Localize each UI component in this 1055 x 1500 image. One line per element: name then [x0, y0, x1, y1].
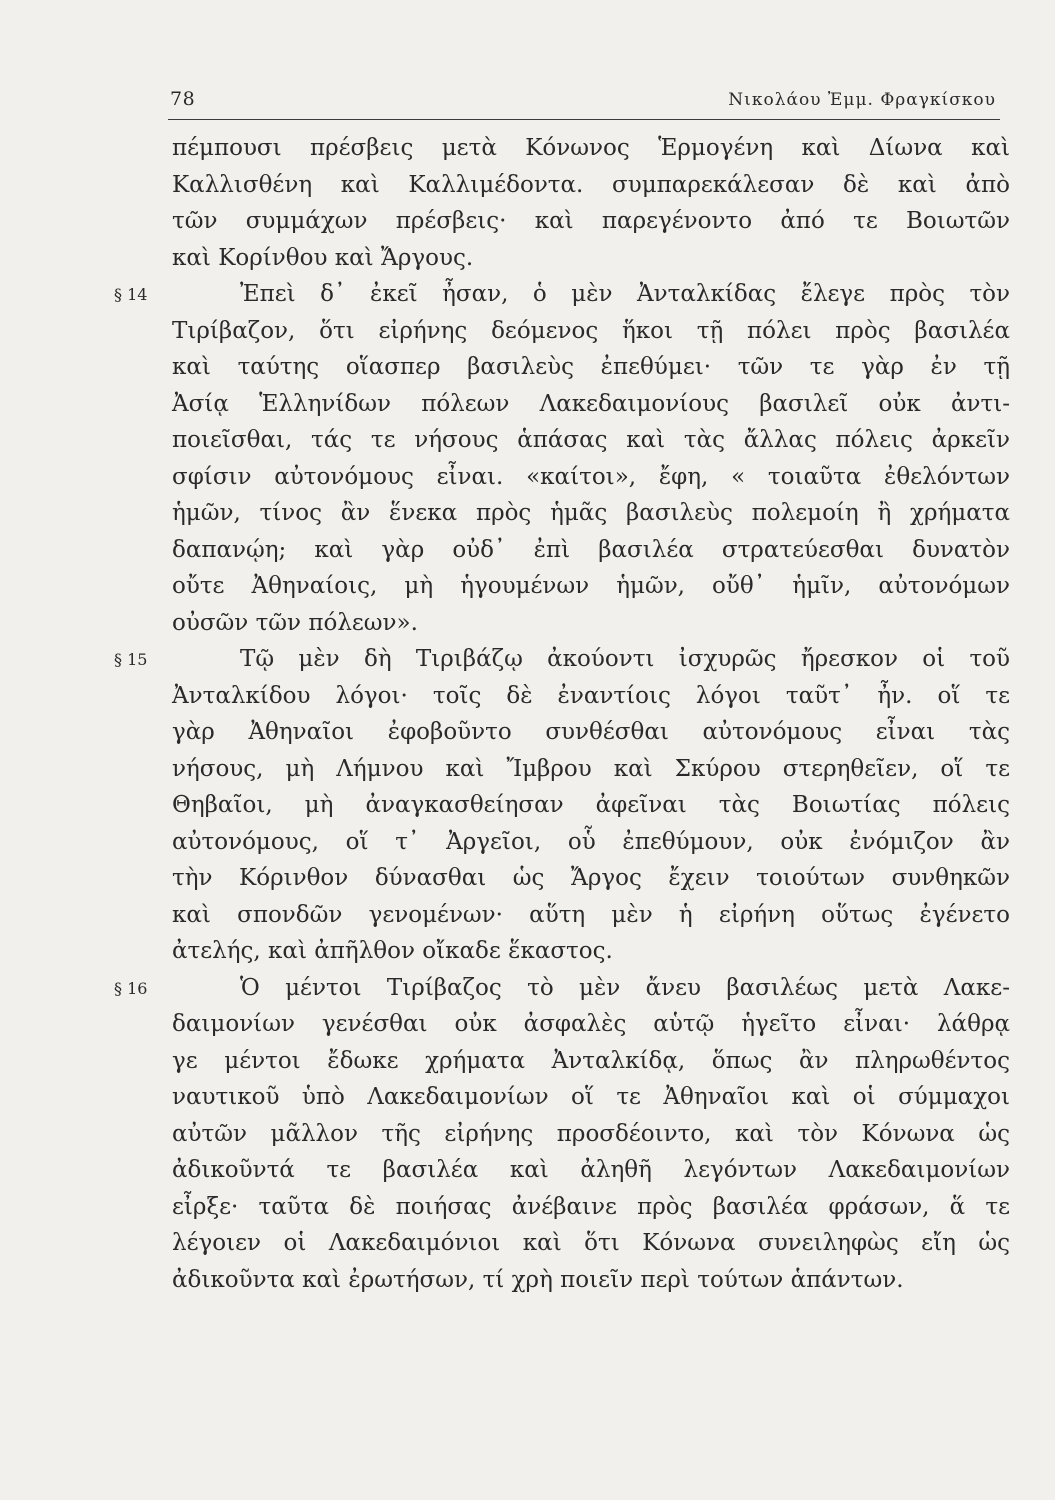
running-head: Νικολάου Ἐμμ. Φραγκίσκου	[728, 90, 996, 110]
text-line: δαιμονίων γενέσθαι οὐκ ἀσφαλὲς αὑτῷ ἡγεῖτο εἶναι· λάθρᾳ	[172, 1011, 1010, 1037]
text-line: λέγοιεν οἱ Λακεδαιμόνιοι καὶ ὅτι Κόνωνα συνειληφὼς εἴη ὡς	[172, 1230, 1010, 1256]
text-line: ἀδικοῦντά τε βασιλέα καὶ ἀληθῆ λεγόντων Λακεδαιμονίων	[172, 1157, 1010, 1183]
line-text: Ἐπεὶ δ᾽ ἐκεῖ ἦσαν, ὁ μὲν Ἀνταλκίδας ἔλεγε πρὸς τὸν	[240, 281, 1010, 307]
page-header	[168, 86, 1000, 120]
text-line: Ἀνταλκίδου λόγοι· τοῖς δὲ ἐναντίοις λόγοι ταῦτ᾽ ἦν. οἵ τε	[172, 682, 1010, 709]
page-number: 78	[170, 88, 196, 110]
text-line: οὐσῶν τῶν πόλεων».	[172, 609, 418, 636]
paragraph-section-16	[114, 970, 1010, 1299]
text-line: καὶ ταύτης οἵασπερ βασιλεὺς ἐπεθύμει· τῶν τε γὰρ ἐν τῇ	[172, 354, 1010, 380]
text-line: καὶ Κορίνθου καὶ Ἄργους.	[172, 244, 474, 271]
line-text: Ὁ μέντοι Τιρίβαζος τὸ μὲν ἄνευ βασιλέως μετὰ Λακε-	[240, 974, 1010, 1001]
text-line	[114, 276, 1010, 313]
text-line: δαπανῴη; καὶ γὰρ οὐδ᾽ ἐπὶ βασιλέα στρατεύεσθαι δυνατὸν	[172, 536, 1010, 563]
paragraph-section-14	[114, 276, 1010, 641]
section-number: § 16	[114, 978, 148, 998]
text-line: σφίσιν αὐτονόμους εἶναι. «καίτοι», ἔφη, « τοιαῦτα ἐθελόντων	[172, 463, 1010, 490]
text-line: αὐτῶν μᾶλλον τῆς εἰρήνης προσδέοιντο, καὶ τὸν Κόνωνα ὡς	[172, 1120, 1010, 1147]
text-line: ἡμῶν, τίνος ἂν ἕνεκα πρὸς ἡμᾶς βασιλεὺς πολεμοίη ἢ χρήματα	[172, 500, 1010, 526]
text-line: νήσους, μὴ Λήμνου καὶ Ἴμβρου καὶ Σκύρου στερηθεῖεν, οἵ τε	[172, 755, 1010, 782]
text-line: Θηβαῖοι, μὴ ἀναγκασθείησαν ἀφεῖναι τὰς Βοιωτίας πόλεις	[172, 792, 1010, 818]
text-line: εἶρξε· ταῦτα δὲ ποιήσας ἀνέβαινε πρὸς βασιλέα φράσων, ἅ τε	[172, 1193, 1010, 1220]
section-number: § 14	[114, 285, 148, 304]
paragraph-section-15	[114, 641, 1010, 970]
text-line	[114, 970, 1010, 1007]
text-line: γὰρ Ἀθηναῖοι ἐφοβοῦντο συνθέσθαι αὐτονόμους εἶναι τὰς	[172, 719, 1010, 745]
text-line: Ἀσίᾳ Ἑλληνίδων πόλεων Λακεδαιμονίους βασιλεῖ οὐκ ἀντι-	[172, 390, 1010, 417]
text-line	[114, 641, 1010, 678]
text-line: καὶ σπονδῶν γενομένων· αὕτη μὲν ἡ εἰρήνη οὕτως ἐγένετο	[172, 901, 1010, 928]
page-body	[114, 130, 1010, 1298]
section-number: § 15	[114, 650, 148, 669]
paragraph-intro	[172, 130, 1010, 276]
text-line: γε μέντοι ἔδωκε χρήματα Ἀνταλκίδᾳ, ὅπως ἂν πληρωθέντος	[172, 1047, 1010, 1074]
text-line: Τιρίβαζον, ὅτι εἰρήνης δεόμενος ἥκοι τῇ πόλει πρὸς βασιλέα	[172, 317, 1010, 344]
line-text: Τῷ μὲν δὴ Τιριβάζῳ ἀκούοντι ἰσχυρῶς ἤρεσκον οἱ τοῦ	[240, 646, 1010, 672]
text-line: πέμπουσι πρέσβεις μετὰ Κόνωνος Ἑρμογένη καὶ Δίωνα καὶ	[172, 135, 1010, 161]
text-line: ἀτελής, καὶ ἀπῆλθον οἴκαδε ἕκαστος.	[172, 938, 613, 964]
text-line: Καλλισθένη καὶ Καλλιμέδοντα. συμπαρεκάλεσαν δὲ καὶ ἀπὸ	[172, 171, 1010, 198]
header-rule	[168, 119, 1000, 120]
text-line: αὐτονόμους, οἵ τ᾽ Ἀργεῖοι, οὗ ἐπεθύμουν, οὐκ ἐνόμιζον ἂν	[172, 828, 1010, 855]
text-line: τὴν Κόρινθον δύνασθαι ὡς Ἄργος ἔχειν τοιούτων συνθηκῶν	[172, 865, 1010, 891]
text-line: οὔτε Ἀθηναίοις, μὴ ἡγουμένων ἡμῶν, οὔθ᾽ ἡμῖν, αὐτονόμων	[172, 573, 1010, 599]
text-line: ναυτικοῦ ὑπὸ Λακεδαιμονίων οἵ τε Ἀθηναῖοι καὶ οἱ σύμμαχοι	[172, 1084, 1010, 1110]
text-line: ποιεῖσθαι, τάς τε νήσους ἁπάσας καὶ τὰς ἄλλας πόλεις ἀρκεῖν	[172, 427, 1010, 453]
text-line: ἀδικοῦντα καὶ ἐρωτήσων, τί χρὴ ποιεῖν περὶ τούτων ἁπάντων.	[172, 1266, 904, 1293]
text-line: τῶν συμμάχων πρέσβεις· καὶ παρεγένοντο ἀπό τε Βοιωτῶν	[172, 208, 1010, 234]
